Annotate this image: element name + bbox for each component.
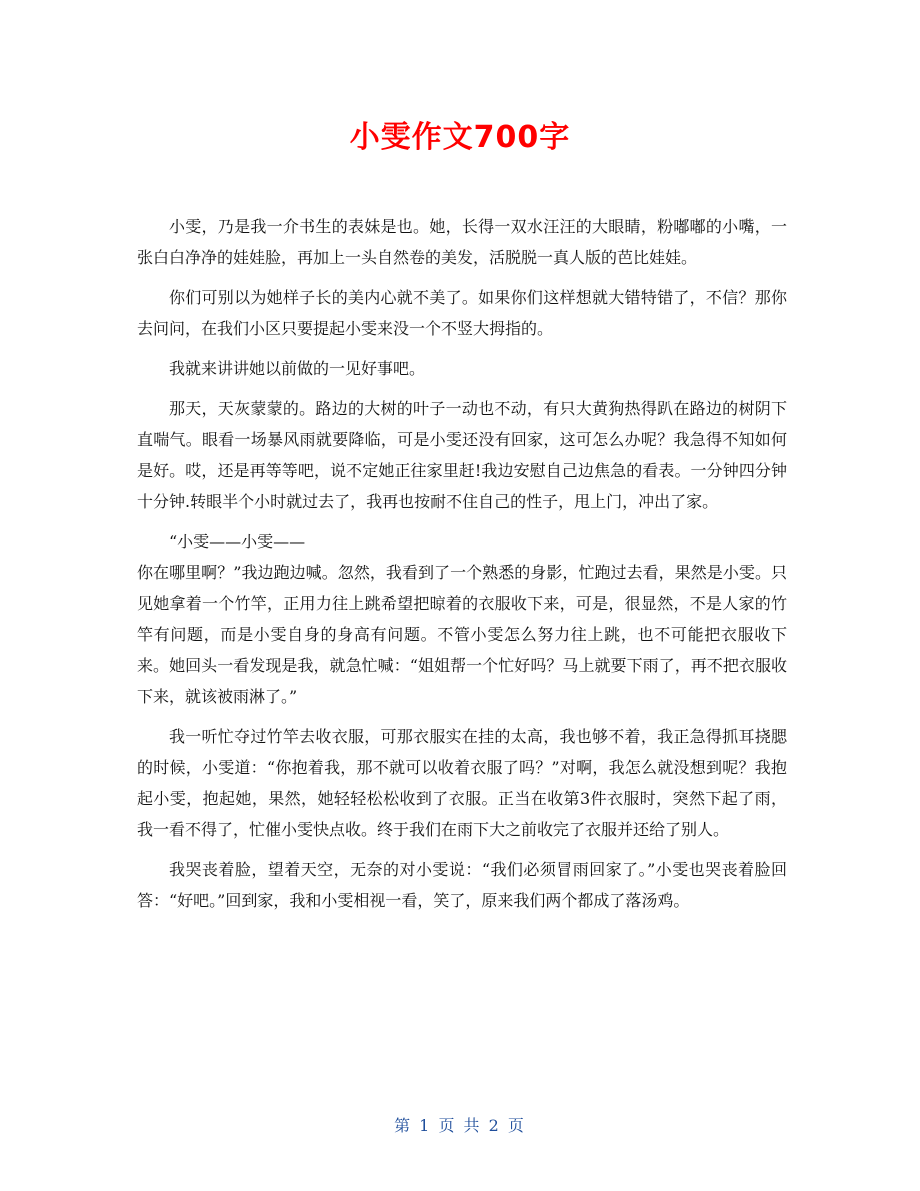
- document-body: [137, 211, 787, 925]
- paragraph: 我一听忙夺过竹竿去收衣服，可那衣服实在挂的太高，我也够不着，我正急得抓耳挠腮的时候，小雯道：“你抱着我，那不就可以收着衣服了吗？”对啊，我怎么就没想到呢？我抱起小雯，抱起她，果然，她轻轻松松收到了衣服。正当在收第3件衣服时，突然下起了雨，我一看不得了，忙催小雯快点收。终于我们在雨下大之前收完了衣服并还给了别人。: [137, 727, 787, 839]
- paragraph: “小雯——小雯——: [169, 532, 306, 551]
- page-footer: 第 1 页 共 2 页: [394, 1116, 526, 1135]
- paragraph: 你们可别以为她样子长的美内心就不美了。如果你们这样想就大错特错了，不信？那你去问问，在我们小区只要提起小雯来没一个不竖大拇指的。: [137, 288, 787, 338]
- paragraph: 我哭丧着脸，望着天空，无奈的对小雯说：“我们必须冒雨回家了。”小雯也哭丧着脸回答：“好吧。”回到家，我和小雯相视一看，笑了，原来我们两个都成了落汤鸡。: [137, 860, 787, 910]
- paragraph: 我就来讲讲她以前做的一见好事吧。: [169, 359, 426, 378]
- document-title: 小雯作文700字: [349, 120, 571, 155]
- paragraph: 那天，天灰蒙蒙的。路边的大树的叶子一动也不动，有只大黄狗热得趴在路边的树阴下直喘气。眼看一场暴风雨就要降临，可是小雯还没有回家，这可怎么办呢？我急得不知如何是好。哎，还是再等等吧，说不定她正往家里赶!我边安慰自己边焦急的看表。一分钟四分钟十分钟.转眼半个小时就过去了，我再也按耐不住自己的性子，甩上门，冲出了家。: [137, 399, 787, 511]
- paragraph: 小雯，乃是我一介书生的表妹是也。她，长得一双水汪汪的大眼睛，粉嘟嘟的小嘴，一张白白净净的娃娃脸，再加上一头自然卷的美发，活脱脱一真人版的芭比娃娃。: [137, 217, 787, 267]
- paragraph: 你在哪里啊？”我边跑边喊。忽然，我看到了一个熟悉的身影，忙跑过去看，果然是小雯。只见她拿着一个竹竿，正用力往上跳希望把晾着的衣服收下来，可是，很显然，不是人家的竹竿有问题，而是小雯自身的身高有问题。不管小雯怎么努力往上跳，也不可能把衣服收下来。她回头一看发现是我，就急忙喊：“姐姐帮一个忙好吗？马上就要下雨了，再不把衣服收下来，就该被雨淋了。”: [137, 563, 787, 706]
